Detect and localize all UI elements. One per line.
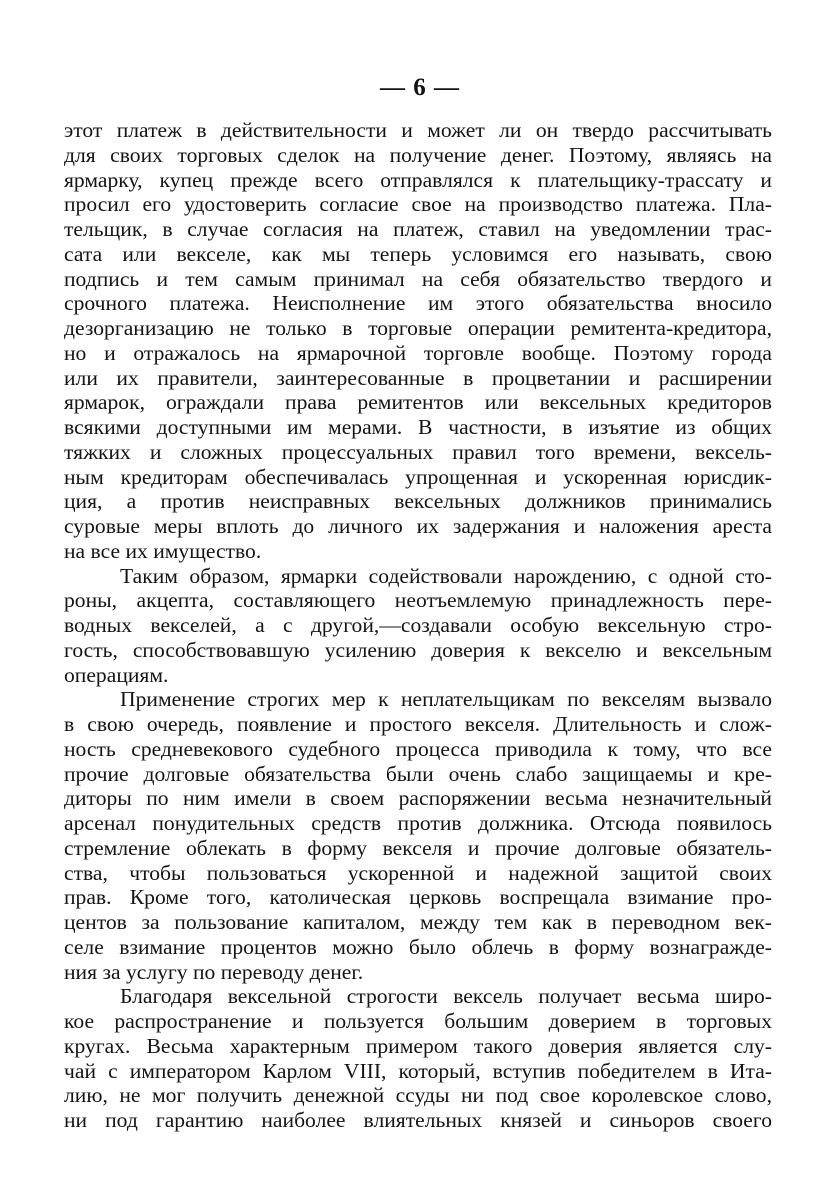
text-line: всякими доступными им мерами. В частности, в изъятие из общих xyxy=(64,415,772,439)
paragraph xyxy=(64,564,772,688)
text-line: Благодаря вексельной строгости вексель получает весьма широ- xyxy=(120,984,772,1009)
text-line: операциям. xyxy=(64,662,169,687)
text-line: арсенал понудительных средств против должника. Отсюда появилось xyxy=(64,811,772,835)
text-line: кое распространение и пользуется большим доверием в торговых xyxy=(64,1009,772,1033)
body-text xyxy=(64,118,772,1133)
text-line: суровые меры вплоть до личного их задержания и наложения ареста xyxy=(64,514,772,538)
text-line: чай с императором Карлом VIII, который, вступив победителем в Ита- xyxy=(64,1058,772,1083)
text-line: стремление облекать в форму векселя и прочие долговые обязатель- xyxy=(64,835,772,860)
text-line: центов за пользование капиталом, между тем как в переводном век- xyxy=(64,910,772,934)
text-line: дезорганизацию не только в торговые операции ремитента-кредитора, xyxy=(64,316,772,340)
text-line: на все их имущество. xyxy=(64,538,262,563)
text-line: ярмарок, ограждали права ремитентов или вексельных кредиторов xyxy=(64,390,772,415)
paragraph xyxy=(64,118,772,564)
text-line: тяжких и сложных процессуальных правил того времени, вексель- xyxy=(64,439,772,464)
text-line: селе взимание процентов можно было облечь в форму вознагражде- xyxy=(64,934,772,959)
text-line: кругах. Весьма характерным примером такого доверия является слу- xyxy=(64,1033,772,1058)
paragraph xyxy=(64,984,772,1133)
text-line: тельщик, в случае согласия на платеж, ставил на уведомлении трас- xyxy=(64,217,772,241)
text-line: ярмарку, купец прежде всего отправлялся к плательщику-трассату и xyxy=(64,167,772,192)
text-line: подпись и тем самым принимал на себя обязательство твердого и xyxy=(64,266,772,291)
text-line: просил его удостоверить согласие свое на производство платежа. Пла- xyxy=(64,192,772,217)
page-number: — 6 — xyxy=(380,74,460,101)
text-line: лию, не мог получить денежной ссуды ни под свое королевское слово, xyxy=(64,1083,772,1108)
text-line: Таким образом, ярмарки содействовали нарождению, с одной сто- xyxy=(120,563,772,588)
text-line: срочного платежа. Неисполнение им этого обязательства вносило xyxy=(64,291,772,316)
text-line: диторы по ним имели в своем распоряжении весьма незначительный xyxy=(64,786,772,811)
text-line: в свою очередь, появление и простого векселя. Длительность и слож- xyxy=(64,712,772,736)
paragraph xyxy=(64,687,772,984)
text-line: роны, акцепта, составляющего неотъемлемую принадлежность пере- xyxy=(64,588,772,613)
text-line: но и отражалось на ярмарочной торговле вообще. Поэтому города xyxy=(64,340,772,365)
text-line: или их правители, заинтересованные в процветании и расширении xyxy=(64,365,772,390)
text-line: прав. Кроме того, католическая церковь воспрещала взимание про- xyxy=(64,885,772,910)
text-line: ни под гарантию наиболее влиятельных князей и синьоров своего xyxy=(64,1108,772,1132)
text-line: ным кредиторам обеспечивалась упрощенная и ускоренная юрисдик- xyxy=(64,464,772,489)
text-line: для своих торговых сделок на получение денег. Поэтому, являясь на xyxy=(64,142,772,167)
text-line: ция, а против неисправных вексельных должников принимались xyxy=(64,489,772,514)
text-line: прочие долговые обязательства были очень слабо защищаемы и кре- xyxy=(64,761,772,786)
text-line: ства, чтобы пользоваться ускоренной и надежной защитой своих xyxy=(64,860,772,885)
text-line: водных векселей, а с другой,—создавали особую вексельную стро- xyxy=(64,613,772,637)
text-line: гость, способствовавшую усилению доверия к векселю и вексельным xyxy=(64,637,772,662)
text-line: сата или векселе, как мы теперь условимся его называть, свою xyxy=(64,241,772,266)
text-line: этот платеж в действительности и может ли он твердо рассчитывать xyxy=(64,118,772,142)
text-line: ность средневекового судебного процесса приводила к тому, что все xyxy=(64,736,772,761)
text-line: Применение строгих мер к неплательщикам по векселям вызвало xyxy=(120,687,772,712)
text-line: ния за услугу по переводу денег. xyxy=(64,959,364,984)
